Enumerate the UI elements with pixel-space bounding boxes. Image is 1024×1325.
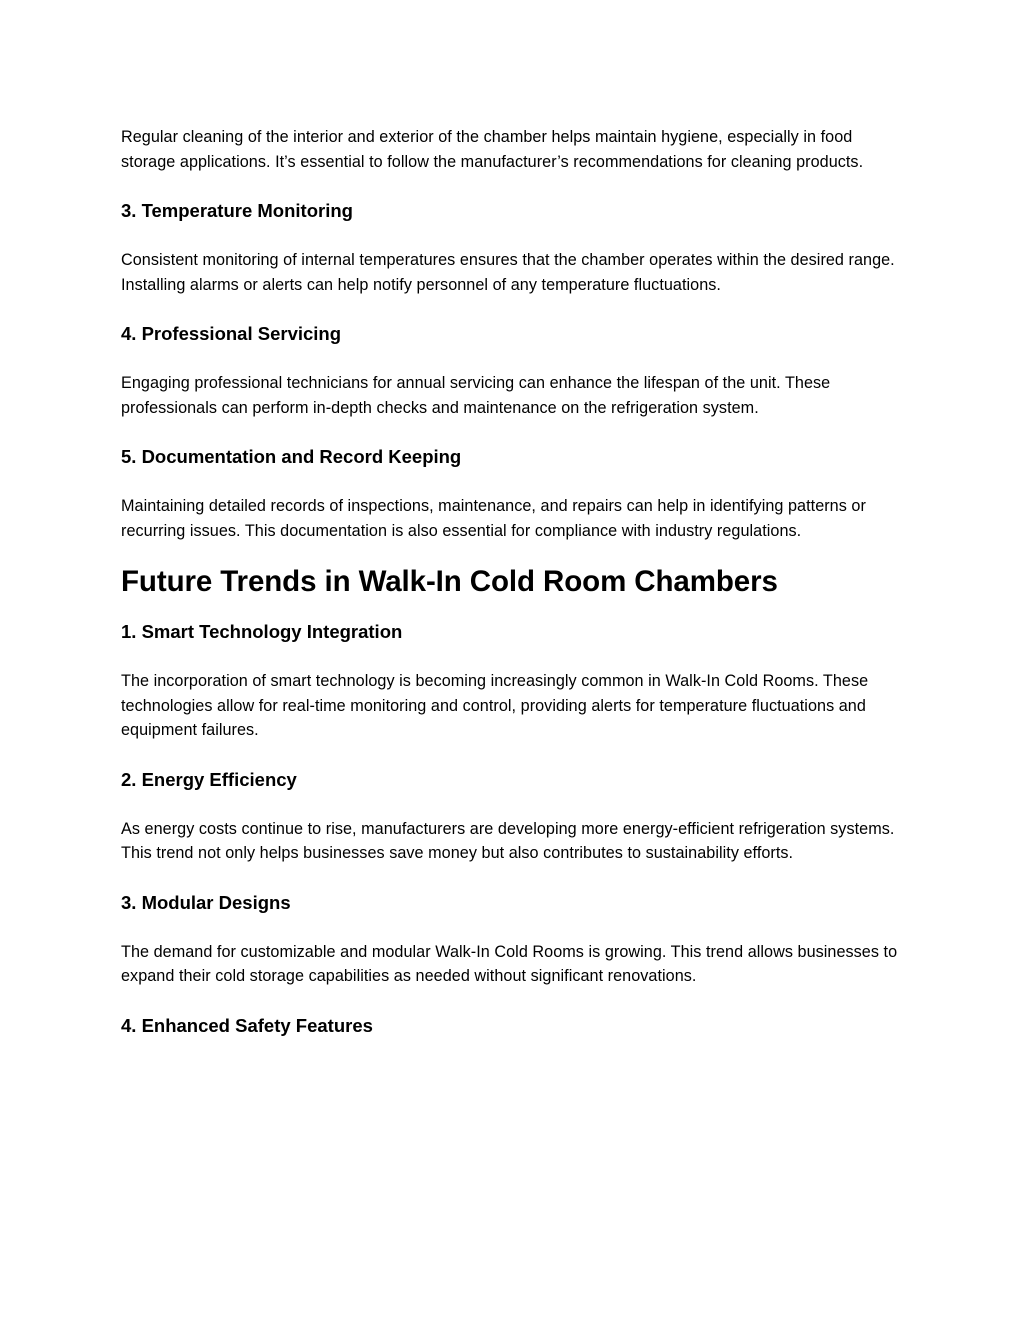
- section-paragraph-documentation: Maintaining detailed records of inspections, maintenance, and repairs can help in identifying patterns or recurring issues. This documentation is also essential for compliance with industry regulations.: [121, 497, 866, 540]
- section-heading-temperature-monitoring: 3. Temperature Monitoring: [121, 200, 353, 221]
- section-paragraph-modular-designs: The demand for customizable and modular Walk-In Cold Rooms is growing. This trend allows businesses to expand their cold storage capabilities as needed without significant renovations.: [121, 942, 898, 985]
- section-heading-smart-technology: 1. Smart Technology Integration: [121, 621, 403, 642]
- intro-paragraph: Regular cleaning of the interior and exterior of the chamber helps maintain hygiene, especially in food storage applications. It’s essential to follow the manufacturer’s recommendations for cleaning products.: [121, 128, 864, 171]
- section-heading-energy-efficiency: 2. Energy Efficiency: [121, 768, 297, 790]
- document-page: [121, 121, 911, 1038]
- section-paragraph-temperature-monitoring: Consistent monitoring of internal temperatures ensures that the chamber operates within the desired range. Installing alarms or alerts can help notify personnel of any temperature fluctuations.: [121, 251, 895, 294]
- section-heading-documentation: 5. Documentation and Record Keeping: [121, 446, 462, 467]
- section-heading-modular-designs: 3. Modular Designs: [121, 891, 291, 913]
- section-paragraph-professional-servicing: Engaging professional technicians for annual servicing can enhance the lifespan of the unit. These professionals can perform in-depth checks and maintenance on the refrigeration system.: [121, 374, 831, 417]
- future-trends-title: Future Trends in Walk-In Cold Room Chambers: [121, 565, 778, 598]
- section-paragraph-smart-technology: The incorporation of smart technology is becoming increasingly common in Walk-In Cold Rooms. These technologies allow for real-time monitoring and control, providing alerts for temperature fluctuations and equipment failures.: [121, 672, 869, 739]
- section-heading-enhanced-safety: 4. Enhanced Safety Features: [121, 1014, 373, 1036]
- section-paragraph-energy-efficiency: As energy costs continue to rise, manufacturers are developing more energy-efficient refrigeration systems. This trend not only helps businesses save money but also contributes to sustainability efforts.: [121, 819, 895, 862]
- section-heading-professional-servicing: 4. Professional Servicing: [121, 323, 342, 344]
